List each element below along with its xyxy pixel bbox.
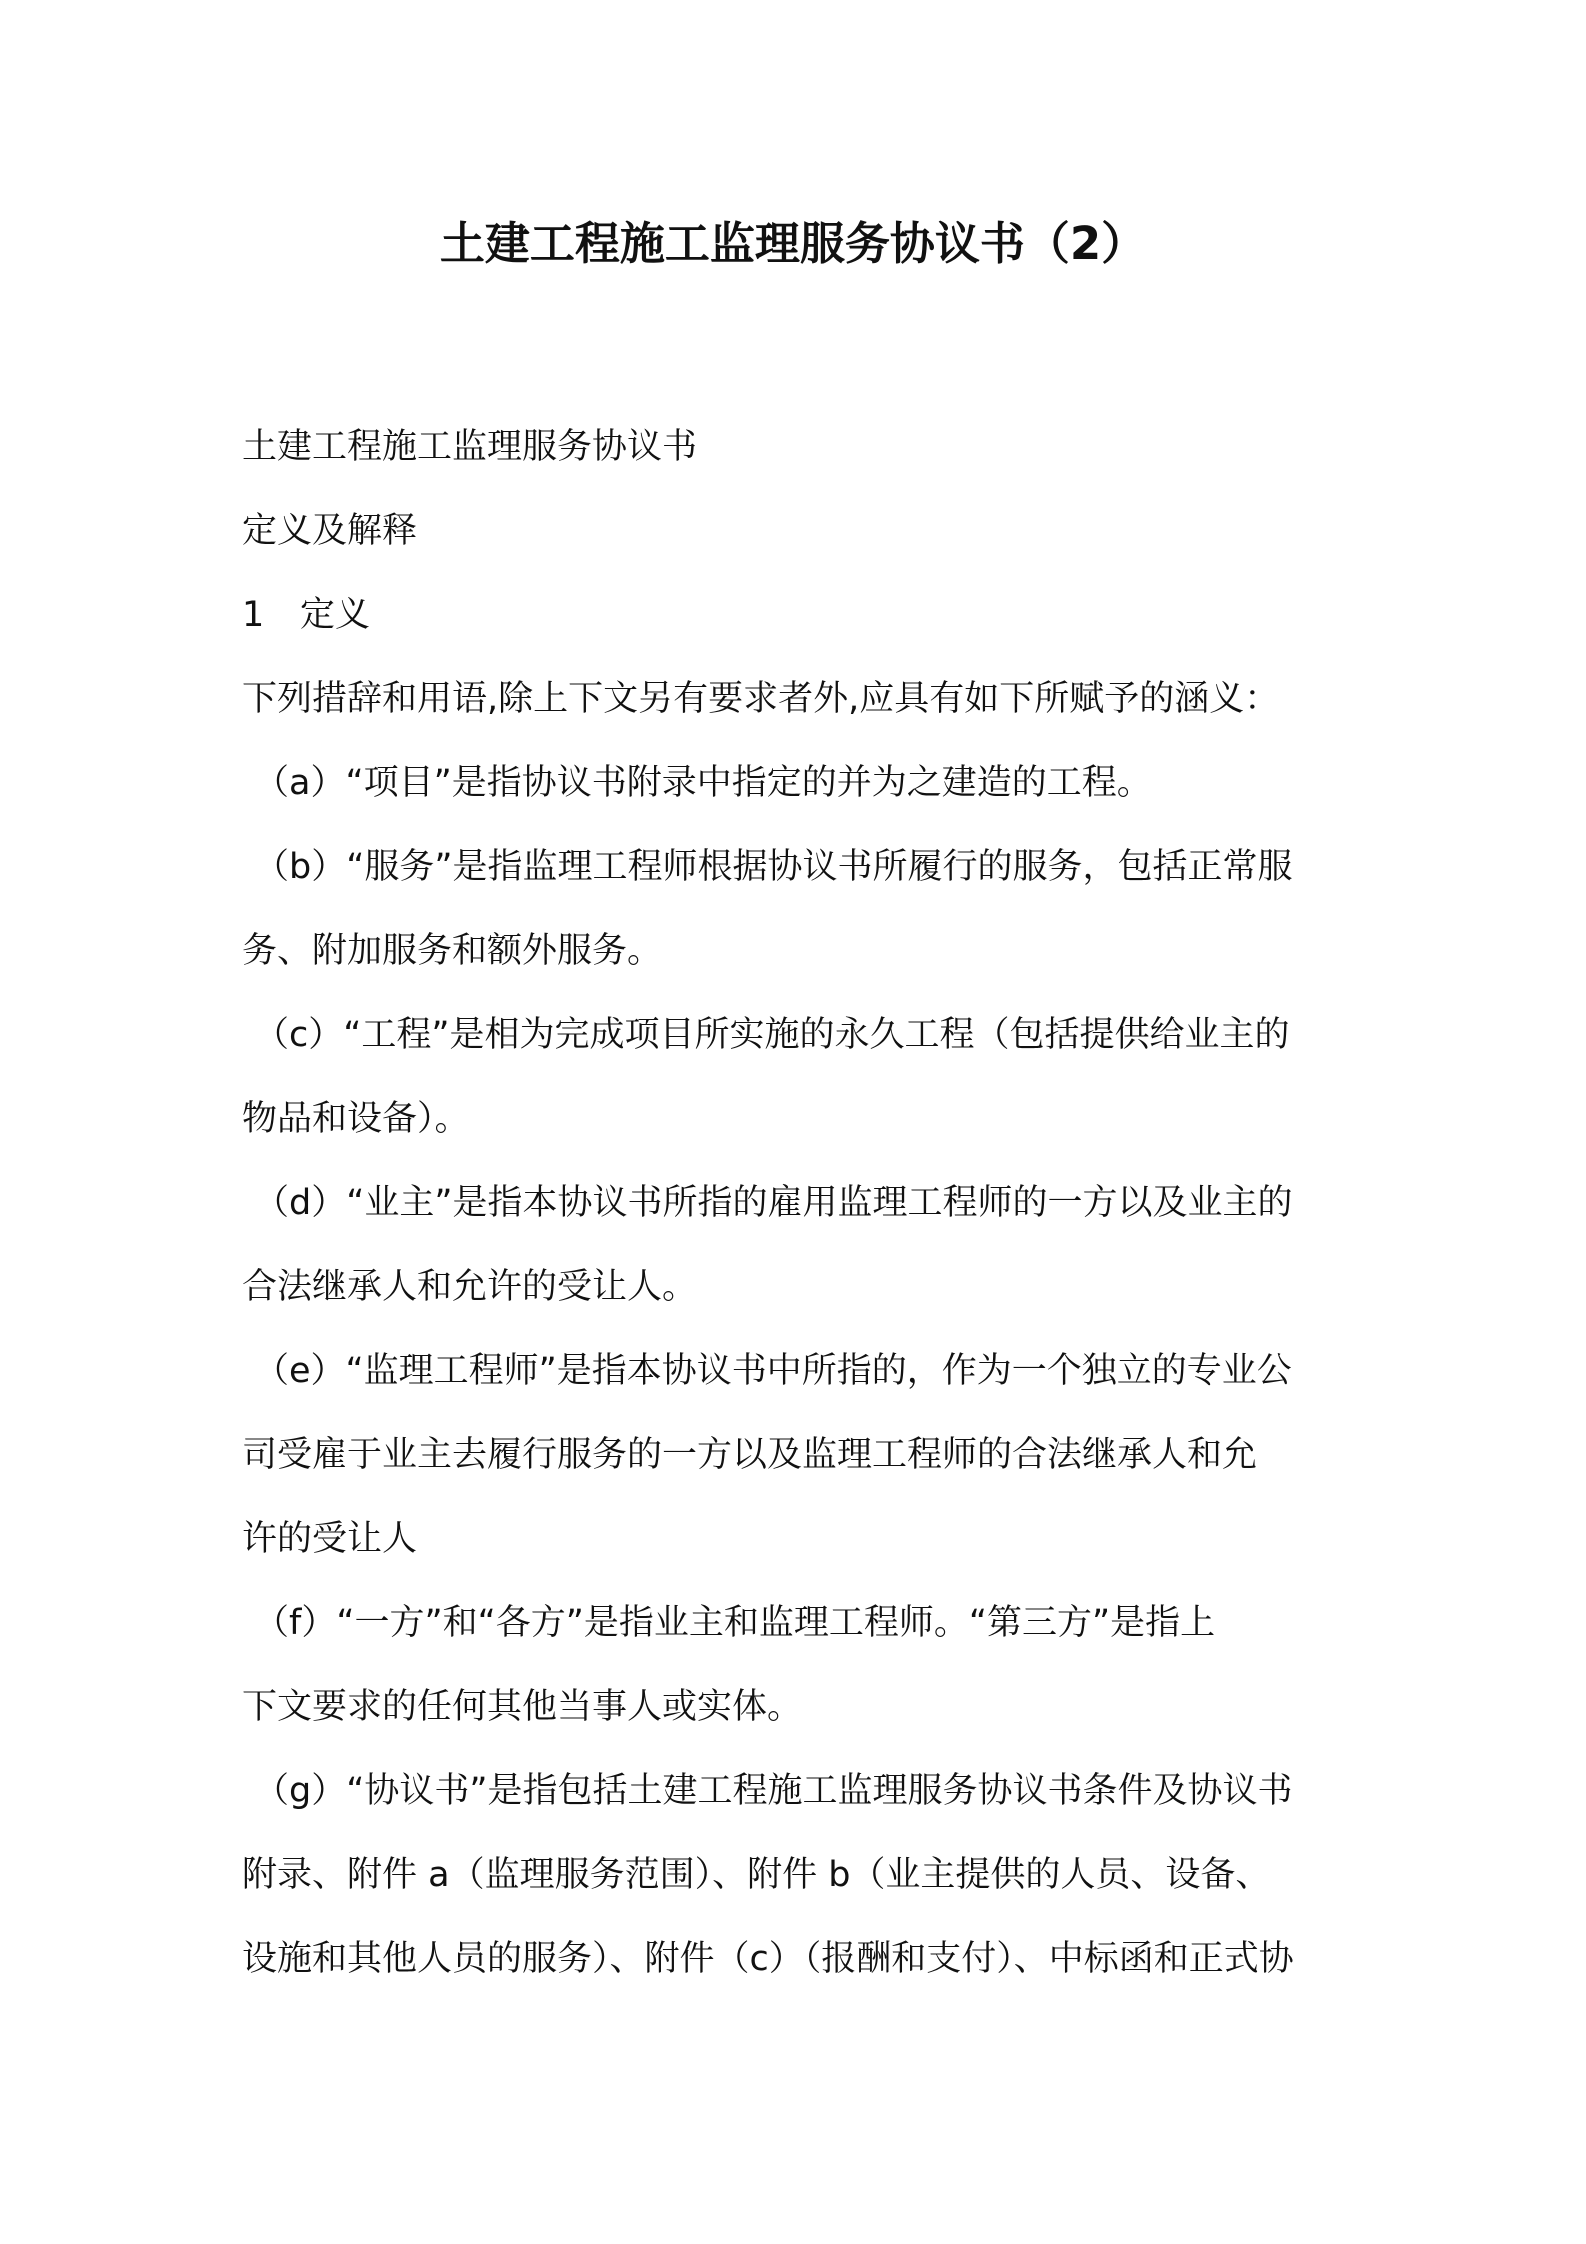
- section-heading: 定义及解释: [242, 511, 418, 551]
- definition-line: 下文要求的任何其他当事人或实体。: [242, 1687, 803, 1727]
- definition-line: 物品和设备）。: [242, 1099, 470, 1139]
- definition-line: 务、附加服务和额外服务。: [242, 931, 663, 971]
- definition-line: 许的受让人: [242, 1519, 418, 1559]
- definition-line: （a）“项目”是指协议书附录中指定的并为之建造的工程。: [254, 763, 1152, 803]
- definition-line: 合法继承人和允许的受让人。: [242, 1267, 698, 1307]
- definition-line: （f）“一方”和“各方”是指业主和监理工程师。“第三方”是指上: [254, 1603, 1216, 1643]
- clause-number: 1: [242, 595, 265, 635]
- clause-title: 定义: [300, 595, 371, 635]
- document-body: [242, 405, 1358, 2001]
- definition-line: （d）“业主”是指本协议书所指的雇用监理工程师的一方以及业主的: [254, 1183, 1293, 1223]
- definition-line: 司受雇于业主去履行服务的一方以及监理工程师的合法继承人和允: [242, 1435, 1258, 1475]
- definition-line: 设施和其他人员的服务）、附件（c）（报酬和支付）、中标函和正式协: [242, 1939, 1294, 1979]
- clause-heading: [242, 573, 1358, 657]
- definition-line: （e）“监理工程师”是指本协议书中所指的，作为一个独立的专业公: [254, 1351, 1292, 1391]
- definition-line: （g）“协议书”是指包括土建工程施工监理服务协议书条件及协议书: [254, 1771, 1293, 1811]
- document-title: 土建工程施工监理服务协议书（2）: [439, 217, 1147, 270]
- definition-line: （c）“工程”是相为完成项目所实施的永久工程（包括提供给业主的: [254, 1015, 1290, 1055]
- document-heading: 土建工程施工监理服务协议书: [242, 427, 698, 467]
- definitions-intro: 下列措辞和用语,除上下文另有要求者外,应具有如下所赋予的涵义：: [242, 679, 1280, 719]
- definition-line: 附录、附件 a（监理服务范围）、附件 b（业主提供的人员、设备、: [242, 1855, 1271, 1895]
- definition-line: （b）“服务”是指监理工程师根据协议书所履行的服务，包括正常服: [254, 847, 1293, 887]
